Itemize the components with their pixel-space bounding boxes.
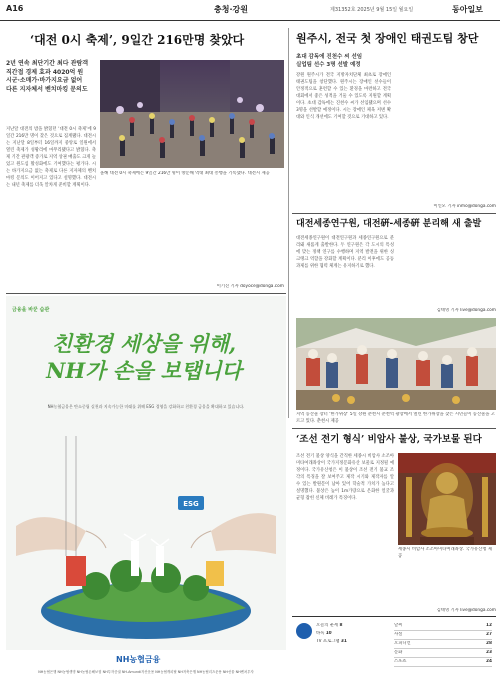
index-logo-icon [296,623,312,639]
ad-illustration [6,436,286,646]
research-headline: 대전세종연구원, 대전硏-세종硏 분리해 새 출발 [296,219,482,229]
page-number: A16 [6,4,24,13]
ad-tag: 금융을 바꾼 습관 [12,307,50,313]
festival-byline: 이기진 기자 doyoce@donga.com [216,284,284,289]
research-body-continued [398,235,496,315]
nh-logo-text: NH농협금융 [116,655,161,664]
wonju-body-continued [396,56,496,202]
page-index [292,616,496,689]
esg-label: ESG [183,500,199,508]
festival-headline: ‘대전 0시 축제’, 9일간 216만명 찾았다 [30,33,245,47]
wonju-headline: 원주시, 전국 첫 장애인 태권도팀 창단 [296,32,479,45]
section-name: 충청·강원 [214,5,248,14]
joseon-body-continued [398,563,496,608]
festival-subhead: 시군·소매가·바가지요금 없어 [6,77,83,85]
index-item[interactable]: TV 프로그램 31 [316,639,347,644]
research-body: 대전세종연구원이 대전연구원과 세종연구원으로 분리돼 새롭게 출발한다. 두 연구원은 각 도시의 특성에 맞는 정책 연구를 수행하며 지역 발전을 위한 싱크탱크 역할을 강화할 계획이다. 분리 이후에도 공동 과제를 위한 협력 체계는 유지하기로 했다. [296,236,394,269]
buddha-photo [398,453,496,545]
section-rule [292,213,496,214]
wonju-body: 강원 원주시가 전국 지방자치단체 최초로 장애인 태권도팀을 창단했다. 원주시는 장애인 선수들이 안정적으로 훈련할 수 있는 환경을 마련하고 전국 대회에서 좋은 성적을 거둘 수 있도록 지원할 계획이다. 초대 감독에는 진천수 씨가 선임됐으며 선수 3명을 선발할 예정이다. 시는 장애인 체육 저변 확대와 인식 개선에도 기여할 것으로 기대하고 있다. [296,73,391,120]
festival-photo [100,60,284,168]
section-rule [292,428,496,429]
festival-body-continued [100,190,284,272]
page-header [0,0,500,21]
joseon-byline: 김태영 기자 live@donga.com [436,608,496,613]
festival-subhead: 직간접 경제 효과 4020억 원 [6,68,84,76]
index-item[interactable]: 사설 27 [394,632,492,640]
nh-advertisement[interactable] [6,296,286,686]
festival-subhead: 다른 지자체서 벤치마킹 문의도 [6,86,88,94]
festival-subhead: 2년 연속 최단기간 최다 관람객 [6,60,89,67]
section-rule [6,293,286,294]
wonju-subheads [296,54,391,70]
wonju-subhead: 실업팀 선수 3명 선발 예정 [296,61,361,68]
ad-footer: NH농협은행 NH농협생명 NH농협손해보험 NH투자증권 NH-Amundi자산운용 NH농협캐피탈 NH저축은행 NH농협리츠운용 NH선물 NH벤처투자 [38,670,254,674]
research-byline: 김태영 기자 live@donga.com [436,308,496,313]
ad-brand-bar [6,650,286,686]
index-item[interactable]: 스포츠 24 [394,659,492,667]
index-item[interactable]: 오늘의 운세 8 [316,623,343,628]
ad-body: NH농협금융은 탄소중립 실천과 지속가능한 미래를 위해 ESG 경영을 강화하고 친환경 금융을 확대하고 있습니다. [47,404,245,409]
market-photo [296,318,496,410]
wonju-subhead: 초대 감독에 진천수 씨 선임 [296,54,363,60]
festival-body: 지난달 대전의 밤을 밝혔던 ‘대전 0시 축제’에 9일간 216만 명이 찾은 것으로 집계됐다. 대전시는 지난달 8일부터 16일까지 중앙로 일원에서 열린 축제가 성황리에 마무리됐다고 밝혔다. 축제 기간 관광객 증가로 지역 상권 매출도 크게 늘었고 원도심 활성화에도 기여했다는 평가다. 시는 바가지요금 없는 축제로 다른 지자체의 벤치마킹 문의도 이어지고 있다고 설명했다. 대전시는 내년 축제를 더욱 알차게 준비할 계획이다. [6,127,96,188]
festival-photo-caption: 올해 대전 0시 축제에는 9일간 216만 명이 방문해 역대 최대 흥행을 기록했다. 대전시 제공 [100,171,270,176]
column-divider [288,28,289,418]
index-item[interactable]: 날씨 12 [394,623,492,631]
festival-subheads [6,60,98,95]
index-item[interactable]: 바둑 10 [316,631,332,636]
buddha-photo-caption: 세종시 비암사 소조아미타여래좌상. 국가유산청 제공 [398,547,492,559]
newspaper-name: 동아일보 [452,4,483,14]
date-line: 제31352호 2025년 9월 15일 월요일 [330,7,414,13]
wonju-byline: 이인모 기자 inmo@donga.com [433,204,496,209]
joseon-headline: ‘조선 전기 형식’ 비암사 불상, 국가보물 된다 [296,434,482,445]
joseon-body: 조선 전기 불상 양식을 간직한 세종시 비암사 소조아미타여래좌상이 국가지정문화유산 보물로 지정될 예정이다. 국가유산청은 이 불상이 조선 전기 불교 조각의 특징을 잘 보여주고 제작 시기와 제작자를 알 수 있는 발원문이 남아 있어 학술적 가치가 높다고 설명했다. 불상은 높이 1m가량으로 온화한 얼굴과 균형 잡힌 신체 비례가 특징이다. [296,454,394,501]
ad-slogan: 친환경 세상을 위해, NH가 손을 보탭니다 [46,331,242,383]
market-photo-caption: 지역 농산물 장터 ‘한가위장’ 5일 강원 춘천시 춘천역 광장에서 열린 한가위장을 찾은 시민들이 농산물을 고르고 있다. 춘천시 제공 [296,412,495,424]
index-item[interactable]: 오피니언 28 [394,641,492,649]
index-item[interactable]: 문화 23 [394,650,492,658]
